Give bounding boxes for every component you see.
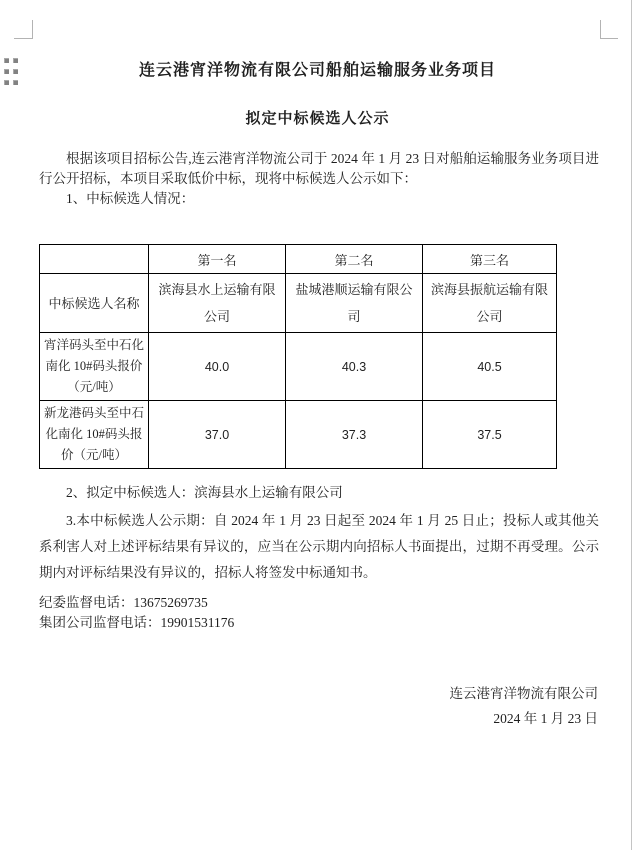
table-header-first: 第一名 bbox=[149, 245, 286, 274]
intro-paragraph: 根据该项目招标公告,连云港宵洋物流公司于 2024 年 1 月 23 日对船舶运输服务业务项目进行公开招标，本项目采取低价中标，现将中标候选人公示如下： bbox=[39, 151, 599, 186]
margin-crop-mark-top-right bbox=[600, 20, 618, 39]
margin-crop-mark-top-left bbox=[14, 20, 33, 39]
table-row-price-xiaoyang bbox=[40, 333, 557, 401]
price-xiaoyang-1: 40.0 bbox=[149, 333, 286, 401]
candidate-2-name: 盐城港顺运输有限公司 bbox=[286, 274, 423, 333]
price-xinlonggang-3: 37.5 bbox=[423, 401, 557, 469]
document-title: 连云港宵洋物流有限公司船舶运输服务业务项目 bbox=[138, 62, 496, 79]
section-2-text: 2、拟定中标候选人：滨海县水上运输有限公司 bbox=[66, 485, 343, 500]
table-header-third: 第三名 bbox=[423, 245, 557, 274]
row-label-price-xinlonggang: 新龙港码头至中石化南化 10#码头报价（元/吨） bbox=[40, 401, 149, 469]
document-body bbox=[39, 149, 599, 731]
table-header-row bbox=[40, 245, 557, 274]
signature-company: 连云港宵洋物流有限公司 bbox=[449, 686, 598, 701]
section-1-heading: 1、中标候选人情况： bbox=[66, 191, 195, 206]
candidate-1-name: 滨海县水上运输有限公司 bbox=[149, 274, 286, 333]
table-row-price-xinlonggang bbox=[40, 401, 557, 469]
document-subtitle: 拟定中标候选人公示 bbox=[245, 111, 390, 127]
signature-date: 2024 年 1 月 23 日 bbox=[493, 711, 598, 726]
drag-dot bbox=[13, 80, 18, 85]
table-row-candidate-names bbox=[40, 274, 557, 333]
discipline-phone-line: 纪委监督电话：13675269735 bbox=[39, 595, 208, 610]
group-phone-line: 集团公司监督电话：19901531176 bbox=[39, 615, 235, 630]
signature-block bbox=[39, 681, 599, 731]
table-header-empty bbox=[40, 245, 149, 274]
price-xinlonggang-1: 37.0 bbox=[149, 401, 286, 469]
price-xiaoyang-2: 40.3 bbox=[286, 333, 423, 401]
candidate-3-name: 滨海县振航运输有限公司 bbox=[423, 274, 557, 333]
price-xiaoyang-3: 40.5 bbox=[423, 333, 557, 401]
table-header-second: 第二名 bbox=[286, 245, 423, 274]
section-3-text: 3.本中标候选人公示期：自 2024 年 1 月 23 日起至 2024 年 1 月 25 日止；投标人或其他关系利害人对上述评标结果有异议的，应当在公示期内向招标人书面提出，过期不再受理。公示期内对评标结果没有异议的，招标人将签发中标通知书。 bbox=[39, 513, 599, 580]
row-label-candidate-names: 中标候选人名称 bbox=[40, 274, 149, 333]
row-label-price-xiaoyang: 宵洋码头至中石化南化 10#码头报价（元/吨） bbox=[40, 333, 149, 401]
price-xinlonggang-2: 37.3 bbox=[286, 401, 423, 469]
drag-dot bbox=[4, 80, 9, 85]
candidates-table bbox=[39, 244, 557, 469]
